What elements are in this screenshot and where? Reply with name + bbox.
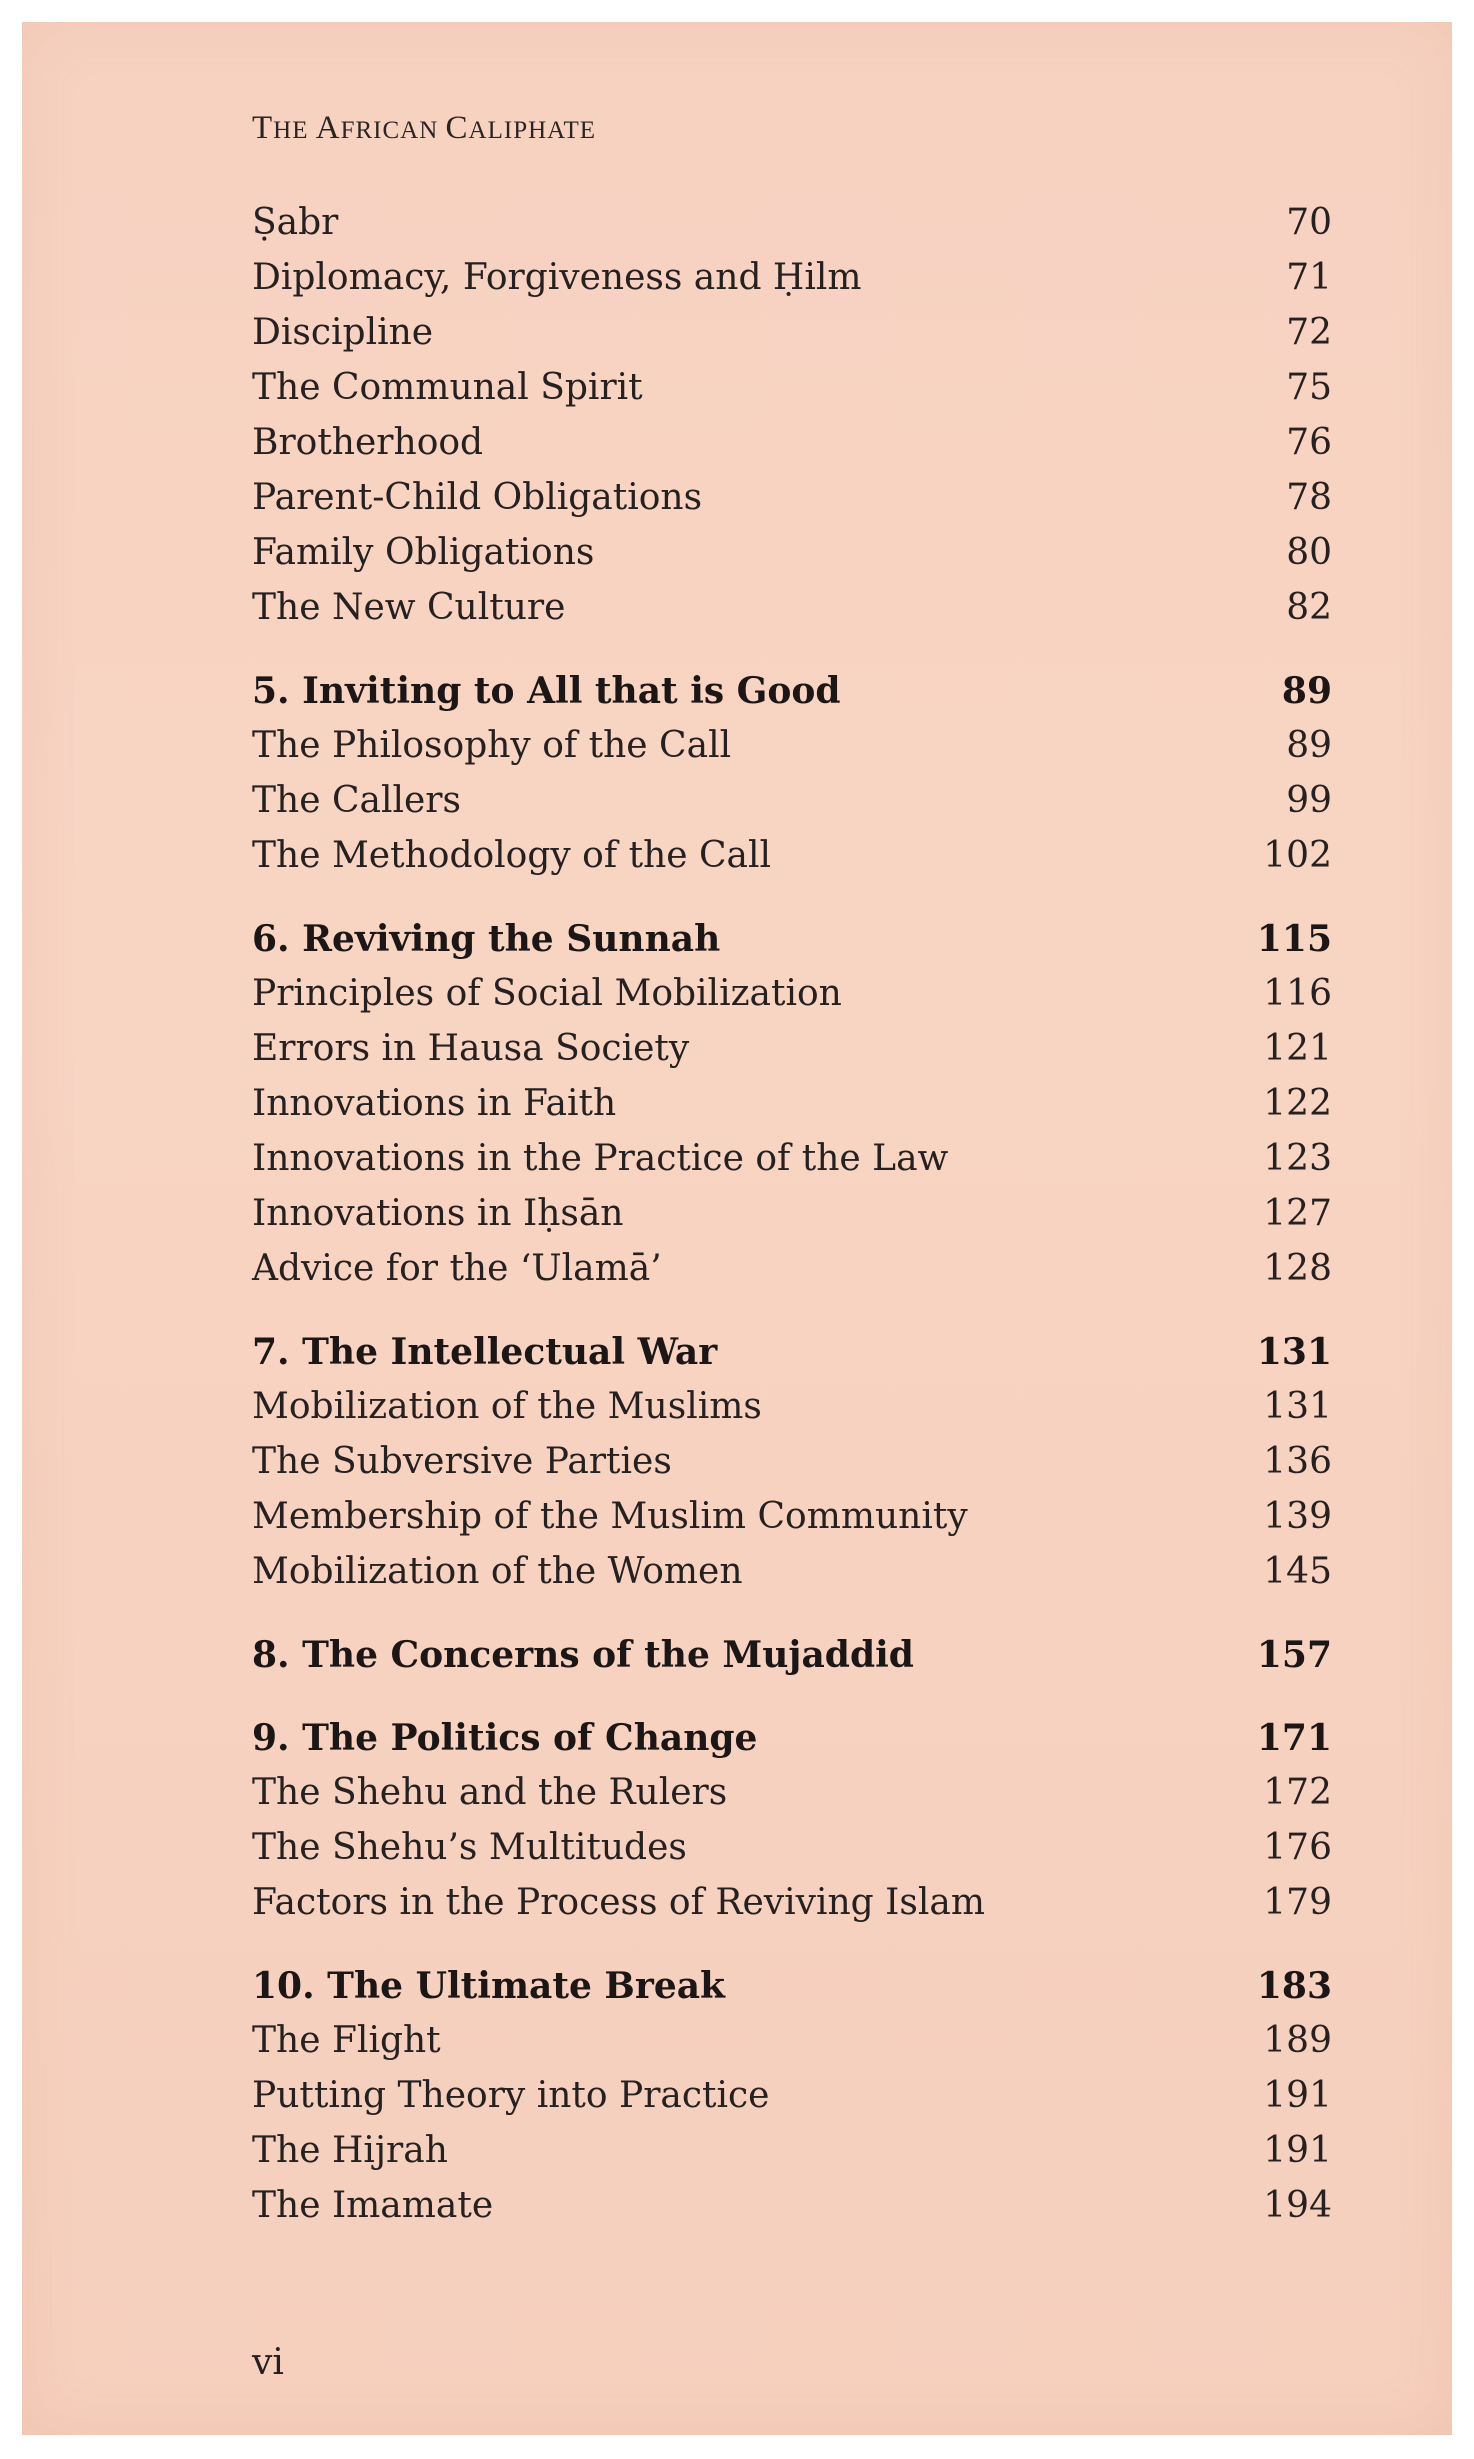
toc-entry-title: Advice for the ‘Ulamā’ [252, 1248, 662, 1289]
toc-entry[interactable] [252, 973, 1332, 1028]
toc-entry-title: The Communal Spirit [252, 367, 643, 408]
toc-entry[interactable] [252, 725, 1332, 780]
toc-entry-title: Innovations in Faith [252, 1083, 617, 1124]
toc-entry[interactable] [252, 257, 1332, 312]
toc-entry-page: 75 [1286, 367, 1332, 408]
toc-entry[interactable] [252, 422, 1332, 477]
toc-entry-page: 116 [1263, 973, 1332, 1014]
toc-entry-page: 71 [1286, 257, 1332, 298]
toc-entry-title: Putting Theory into Practice [252, 2075, 770, 2116]
toc-entry-page: 78 [1286, 477, 1332, 518]
section-gap [252, 1689, 1332, 1717]
toc-entry[interactable] [252, 1551, 1332, 1606]
section-gap [252, 1303, 1332, 1331]
toc-entry-title: The Hijrah [252, 2130, 448, 2171]
toc-chapter-heading[interactable] [252, 918, 1332, 973]
toc-entry[interactable] [252, 1772, 1332, 1827]
toc-chapter-heading[interactable] [252, 1331, 1332, 1386]
toc-entry-title: The Subversive Parties [252, 1441, 672, 1482]
toc-entry-page: 82 [1286, 587, 1332, 628]
section-gap [252, 1606, 1332, 1634]
toc-entry[interactable] [252, 202, 1332, 257]
toc-chapter-page: 171 [1256, 1717, 1332, 1759]
toc-entry-title: Principles of Social Mobilization [252, 973, 842, 1014]
toc-entry-page: 179 [1263, 1882, 1332, 1923]
table-of-contents [252, 202, 1332, 2240]
running-head: THE AFRICAN CALIPHATE [252, 110, 596, 146]
toc-entry-page: 131 [1263, 1386, 1332, 1427]
toc-entry-title: Ṣabr [252, 202, 339, 243]
toc-entry[interactable] [252, 780, 1332, 835]
toc-entry[interactable] [252, 312, 1332, 367]
toc-chapter-heading[interactable] [252, 1717, 1332, 1772]
toc-entry[interactable] [252, 1248, 1332, 1303]
toc-entry[interactable] [252, 2075, 1332, 2130]
toc-entry-title: Mobilization of the Women [252, 1551, 743, 1592]
toc-chapter-heading[interactable] [252, 670, 1332, 725]
toc-entry-page: 80 [1286, 532, 1332, 573]
toc-entry-page: 191 [1263, 2130, 1332, 2171]
toc-entry-page: 102 [1263, 835, 1332, 876]
toc-entry-title: Innovations in Iḥsān [252, 1193, 624, 1234]
toc-entry[interactable] [252, 1827, 1332, 1882]
toc-entry-title: The Callers [252, 780, 461, 821]
toc-chapter-title: 10. The Ultimate Break [252, 1965, 725, 2007]
toc-chapter-page: 183 [1256, 1965, 1332, 2007]
toc-entry[interactable] [252, 367, 1332, 422]
toc-entry-title: Discipline [252, 312, 434, 353]
toc-entry-title: Errors in Hausa Society [252, 1028, 690, 1069]
toc-entry-page: 121 [1263, 1028, 1332, 1069]
toc-chapter-title: 5. Inviting to All that is Good [252, 670, 841, 712]
toc-entry[interactable] [252, 1028, 1332, 1083]
toc-entry-page: 189 [1263, 2020, 1332, 2061]
toc-entry[interactable] [252, 2130, 1332, 2185]
toc-chapter-page: 157 [1256, 1634, 1332, 1676]
toc-entry-title: Parent-Child Obligations [252, 477, 703, 518]
section-gap [252, 642, 1332, 670]
toc-chapter-heading[interactable] [252, 1965, 1332, 2020]
toc-entry-title: The Imamate [252, 2185, 494, 2226]
toc-chapter-page: 115 [1256, 918, 1332, 960]
toc-entry-title: The Shehu’s Multitudes [252, 1827, 687, 1868]
toc-entry-page: 145 [1263, 1551, 1332, 1592]
toc-entry[interactable] [252, 2185, 1332, 2240]
toc-entry[interactable] [252, 2020, 1332, 2075]
toc-chapter-title: 9. The Politics of Change [252, 1717, 758, 1759]
toc-entry-title: Factors in the Process of Reviving Islam [252, 1882, 985, 1923]
toc-entry-title: Brotherhood [252, 422, 484, 463]
toc-entry-title: The New Culture [252, 587, 566, 628]
toc-entry-page: 70 [1286, 202, 1332, 243]
toc-entry-page: 76 [1286, 422, 1332, 463]
toc-chapter-title: 8. The Concerns of the Mujaddid [252, 1634, 914, 1676]
toc-entry[interactable] [252, 587, 1332, 642]
toc-entry[interactable] [252, 477, 1332, 532]
toc-entry-page: 136 [1263, 1441, 1332, 1482]
section-gap [252, 1937, 1332, 1965]
toc-entry[interactable] [252, 1441, 1332, 1496]
toc-entry-title: The Methodology of the Call [252, 835, 772, 876]
toc-entry-page: 99 [1286, 780, 1332, 821]
toc-entry-title: Family Obligations [252, 532, 595, 573]
toc-entry-page: 139 [1263, 1496, 1332, 1537]
toc-entry[interactable] [252, 835, 1332, 890]
toc-entry[interactable] [252, 532, 1332, 587]
toc-entry-page: 127 [1263, 1193, 1332, 1234]
toc-entry-page: 191 [1263, 2075, 1332, 2116]
toc-chapter-title: 7. The Intellectual War [252, 1331, 718, 1373]
toc-entry-title: The Philosophy of the Call [252, 725, 732, 766]
toc-entry[interactable] [252, 1193, 1332, 1248]
toc-entry-title: The Shehu and the Rulers [252, 1772, 728, 1813]
toc-entry-page: 89 [1286, 725, 1332, 766]
section-gap [252, 890, 1332, 918]
toc-entry-page: 194 [1263, 2185, 1332, 2226]
toc-entry[interactable] [252, 1386, 1332, 1441]
toc-entry[interactable] [252, 1083, 1332, 1138]
toc-entry-title: The Flight [252, 2020, 441, 2061]
toc-entry[interactable] [252, 1882, 1332, 1937]
toc-chapter-page: 89 [1281, 670, 1332, 712]
toc-entry-page: 123 [1263, 1138, 1332, 1179]
toc-chapter-heading[interactable] [252, 1634, 1332, 1689]
toc-entry-page: 128 [1263, 1248, 1332, 1289]
toc-entry-title: Innovations in the Practice of the Law [252, 1138, 949, 1179]
book-page [22, 22, 1452, 2435]
toc-entry-title: Mobilization of the Muslims [252, 1386, 762, 1427]
toc-entry-page: 172 [1263, 1772, 1332, 1813]
toc-entry-page: 72 [1286, 312, 1332, 353]
toc-entry-title: Membership of the Muslim Community [252, 1496, 968, 1537]
toc-entry-title: Diplomacy, Forgiveness and Ḥilm [252, 257, 862, 298]
toc-entry[interactable] [252, 1496, 1332, 1551]
toc-chapter-title: 6. Reviving the Sunnah [252, 918, 721, 960]
toc-entry-page: 122 [1263, 1083, 1332, 1124]
toc-chapter-page: 131 [1256, 1331, 1332, 1373]
toc-entry-page: 176 [1263, 1827, 1332, 1868]
page-folio: vi [252, 2342, 284, 2383]
toc-entry[interactable] [252, 1138, 1332, 1193]
